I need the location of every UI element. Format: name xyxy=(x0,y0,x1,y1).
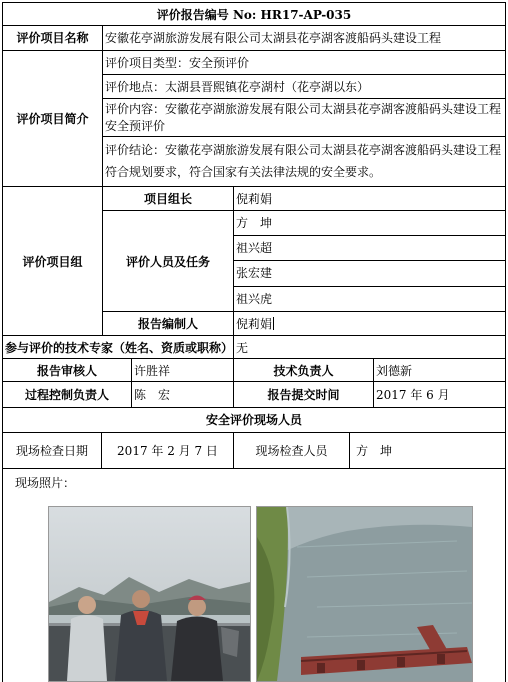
team-member: 祖兴虎 xyxy=(233,286,506,312)
report-number-value: No: HR17-AP-035 xyxy=(232,8,352,22)
project-type: 评价项目类型：安全预评价 xyxy=(102,50,506,75)
site-photo-people xyxy=(48,506,251,682)
team-member: 祖兴超 xyxy=(233,235,506,261)
report-editor-label: 报告编制人 xyxy=(102,311,234,336)
process-control-value: 陈 宏 xyxy=(131,381,234,408)
site-photo-lake-image xyxy=(257,507,472,681)
site-photos-label: 现场照片： xyxy=(15,476,76,490)
site-date-value: 2017 年 2 月 7 日 xyxy=(101,432,234,469)
report-editor-cell[interactable] xyxy=(233,311,506,336)
tech-lead-label: 技术负责人 xyxy=(233,358,374,382)
site-people-value: 方 坤 xyxy=(349,432,506,469)
team-leader-value: 倪莉娟 xyxy=(233,186,506,211)
text-cursor xyxy=(273,317,274,330)
project-intro-label: 评价项目简介 xyxy=(2,50,103,187)
site-people-label: 现场检查人员 xyxy=(233,432,350,469)
experts-label: 参与评价的技术专家（姓名、资质或职称） xyxy=(2,335,234,359)
project-content: 评价内容：安徽花亭湖旅游发展有限公司太湖县花亭湖客渡船码头建设工程安全预评价 xyxy=(102,98,506,137)
team-leader-label: 项目组长 xyxy=(102,186,234,211)
team-members-label: 评价人员及任务 xyxy=(102,210,234,312)
process-control-label: 过程控制负责人 xyxy=(2,381,132,408)
team-member: 张宏建 xyxy=(233,260,506,287)
site-date-label: 现场检查日期 xyxy=(2,432,102,469)
report-number-label: 评价报告编号 xyxy=(156,8,229,22)
experts-value: 无 xyxy=(233,335,506,359)
report-editor-value[interactable]: 倪莉娟 xyxy=(236,317,273,331)
project-name-label: 评价项目名称 xyxy=(2,25,103,51)
reviewer-value: 许胜祥 xyxy=(131,358,234,382)
project-conclusion: 评价结论：安徽花亭湖旅游发展有限公司太湖县花亭湖客渡船码头建设工程符合规划要求，符合国家有关法律法规的安全要求。 xyxy=(102,136,506,187)
site-photo-lake xyxy=(256,506,473,682)
project-location: 评价地点：太湖县晋熙镇花亭湖村（花亭湖以东） xyxy=(102,74,506,99)
team-label: 评价项目组 xyxy=(2,186,103,336)
site-section-title: 安全评价现场人员 xyxy=(2,407,506,433)
tech-lead-value: 刘德新 xyxy=(373,358,506,382)
reviewer-label: 报告审核人 xyxy=(2,358,132,382)
submit-time-value: 2017 年 6 月 xyxy=(373,381,506,408)
submit-time-label: 报告提交时间 xyxy=(233,381,374,408)
report-number-header xyxy=(2,2,506,26)
site-photo-people-image xyxy=(49,507,250,681)
project-name-value: 安徽花亭湖旅游发展有限公司太湖县花亭湖客渡船码头建设工程 xyxy=(102,25,506,51)
team-member: 方 坤 xyxy=(233,210,506,236)
